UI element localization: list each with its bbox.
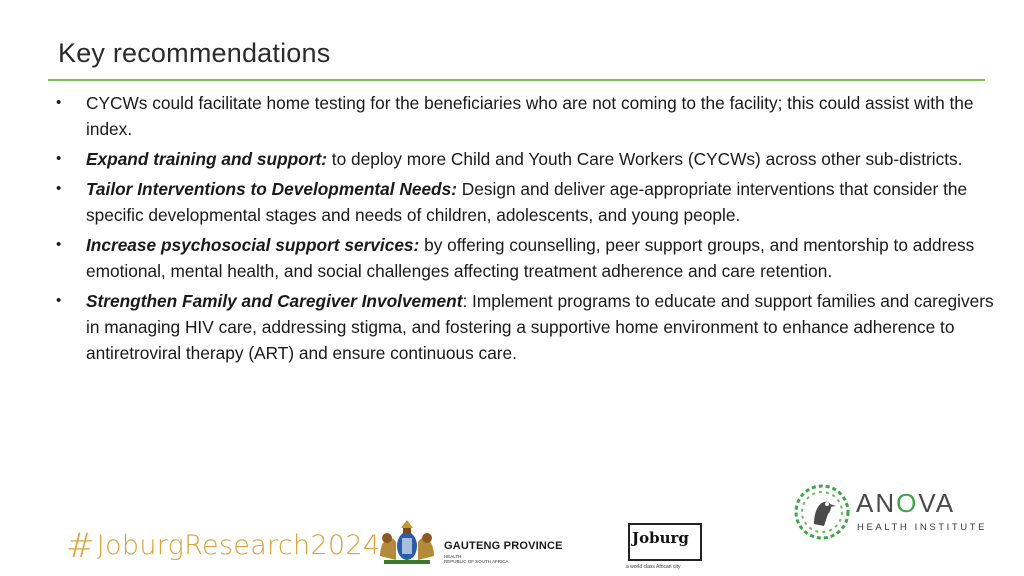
coat-of-arms-icon [372, 516, 442, 568]
item-text: to deploy more Child and Youth Care Workers (CYCWs) across other sub-districts. [326, 149, 963, 169]
anova-name-o: O [896, 488, 919, 518]
joburg-logo [626, 521, 708, 571]
anova-name-part: AN [856, 488, 897, 518]
gauteng-country: REPUBLIC OF SOUTH AFRICA [444, 559, 509, 564]
gauteng-title: GAUTENG PROVINCE [444, 540, 563, 552]
list-item [56, 90, 1006, 142]
list-item [56, 176, 1006, 228]
anova-logo [792, 480, 992, 544]
gauteng-dept: HEALTH [444, 554, 462, 559]
anova-name [856, 488, 955, 519]
hashtag-logo [66, 526, 380, 566]
bullet-icon: • [56, 180, 62, 197]
item-lead: Increase psychosocial support services: [86, 235, 420, 255]
bullet-icon: • [56, 236, 62, 253]
bird-wreath-icon [792, 480, 852, 544]
list-item [56, 146, 1006, 172]
hashtag-text: JoburgResearch2024 [96, 530, 381, 561]
joburg-tagline: a world class African city [626, 564, 681, 570]
anova-subtitle: HEALTH INSTITUTE [857, 522, 988, 533]
hash-symbol: # [66, 526, 95, 566]
title-divider [48, 79, 985, 81]
slide-title: Key recommendations [58, 38, 331, 68]
item-text: Design and deliver age-appropriate interventions that consider the specific developmental stages and needs of children, adolescents, and young people. [86, 179, 968, 225]
list-item [56, 232, 1006, 284]
bullet-icon: • [56, 94, 62, 111]
item-text: CYCWs could facilitate home testing for the beneficiaries who are not coming to the facility; this could assist with the index. [86, 93, 974, 139]
bullet-icon: • [56, 292, 62, 309]
item-text: by offering counselling, peer support groups, and mentorship to address emotional, mental health, and social challenges affecting treatment adherence and care retention. [86, 235, 975, 281]
list-item [56, 288, 1006, 366]
gauteng-logo [372, 516, 563, 568]
item-lead: Expand training and support: [86, 149, 327, 169]
gauteng-subtitle [444, 554, 509, 564]
recommendation-list [56, 90, 1006, 370]
item-lead: Strengthen Family and Caregiver Involvement [86, 291, 463, 311]
item-text: : Implement programs to educate and support families and caregivers in managing HIV care, addressing stigma, and fostering a supportive home environment to enhance adherence to antiretroviral therapy (ART) and ensure continuous care. [86, 291, 994, 363]
bullet-icon: • [56, 150, 62, 167]
anova-name-part: VA [918, 488, 956, 518]
item-lead: Tailor Interventions to Developmental Needs: [86, 179, 457, 199]
joburg-wordmark: Joburg [632, 529, 689, 547]
